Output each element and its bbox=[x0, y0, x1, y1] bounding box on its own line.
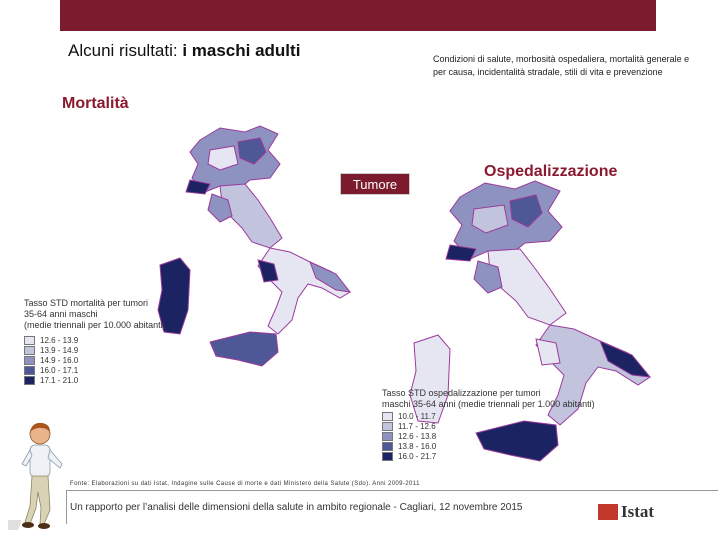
tumor-badge: Tumore bbox=[340, 173, 410, 195]
map-region-campania bbox=[536, 339, 560, 365]
hospital-legend-item: 16.0 - 21.7 bbox=[382, 452, 436, 461]
hospital-legend-item: 10.0 - 11.7 bbox=[382, 412, 436, 421]
legend-swatch bbox=[24, 366, 35, 375]
man-shadow bbox=[8, 520, 22, 530]
page-subtitle: Condizioni di salute, morbosità ospedaliera, mortalità generale e per causa, incidentalità stradale, stili di vita e prevenzione bbox=[433, 54, 690, 77]
map-region-sicily bbox=[476, 421, 558, 461]
legend-swatch bbox=[24, 336, 35, 345]
section-label-hospitalization: Ospedalizzazione bbox=[484, 163, 618, 180]
hospital-legend-item: 12.6 - 13.8 bbox=[382, 432, 436, 441]
map-region-south bbox=[258, 248, 350, 334]
footer-text: Un rapporto per l’analisi delle dimensioni della salute in ambito regionale - Cagliari, 12 novembre 2015 bbox=[70, 502, 523, 513]
legend-swatch bbox=[24, 376, 35, 385]
mortality-legend-item: 13.9 - 14.9 bbox=[24, 346, 78, 355]
mortality-map bbox=[150, 120, 380, 400]
legend-swatch bbox=[382, 432, 393, 441]
man-legs bbox=[25, 476, 50, 524]
istat-logo-text: Istat bbox=[621, 502, 655, 521]
header-bar bbox=[60, 0, 656, 31]
hospital-legend-item: 11.7 - 12.6 bbox=[382, 422, 436, 431]
mortality-legend-item: 12.6 - 13.9 bbox=[24, 336, 78, 345]
map-region-sicily bbox=[210, 332, 278, 366]
legend-swatch bbox=[382, 422, 393, 431]
hospital-legend-title: Tasso STD ospedalizzazione per tumori maschi 35-64 anni (medie triennali per 1.000 abitanti) bbox=[382, 388, 595, 409]
legend-swatch bbox=[382, 412, 393, 421]
hospitalization-map bbox=[400, 175, 690, 475]
mortality-legend-item: 17.1 - 21.0 bbox=[24, 376, 78, 385]
man-shoe bbox=[38, 523, 50, 529]
man-shirt bbox=[30, 445, 50, 477]
legend-swatch bbox=[382, 452, 393, 461]
footer-divider bbox=[66, 490, 718, 491]
mortality-legend-title: Tasso STD mortalità per tumori 35-64 anni maschi (medie triennali per 10.000 abitanti) bbox=[24, 298, 166, 330]
hospital-legend-item: 13.8 - 16.0 bbox=[382, 442, 436, 451]
istat-logo-icon bbox=[598, 504, 618, 520]
man-illustration bbox=[8, 420, 70, 535]
mortality-legend-item: 14.9 - 16.0 bbox=[24, 356, 78, 365]
mortality-legend-item: 16.0 - 17.1 bbox=[24, 366, 78, 375]
footer-divider-vertical bbox=[66, 490, 67, 524]
legend-swatch bbox=[382, 442, 393, 451]
section-label-mortality: Mortalità bbox=[62, 95, 129, 112]
legend-swatch bbox=[24, 356, 35, 365]
source-note: Fonte: Elaborazioni su dati Istat, Indagine sulle Cause di morte e dati Ministero della Salute (Sdo). Anni 2009-2011 bbox=[70, 481, 420, 487]
man-shoe bbox=[22, 522, 34, 528]
legend-swatch bbox=[24, 346, 35, 355]
istat-logo bbox=[598, 502, 654, 522]
page-title: Alcuni risultati: i maschi adulti bbox=[68, 41, 301, 60]
